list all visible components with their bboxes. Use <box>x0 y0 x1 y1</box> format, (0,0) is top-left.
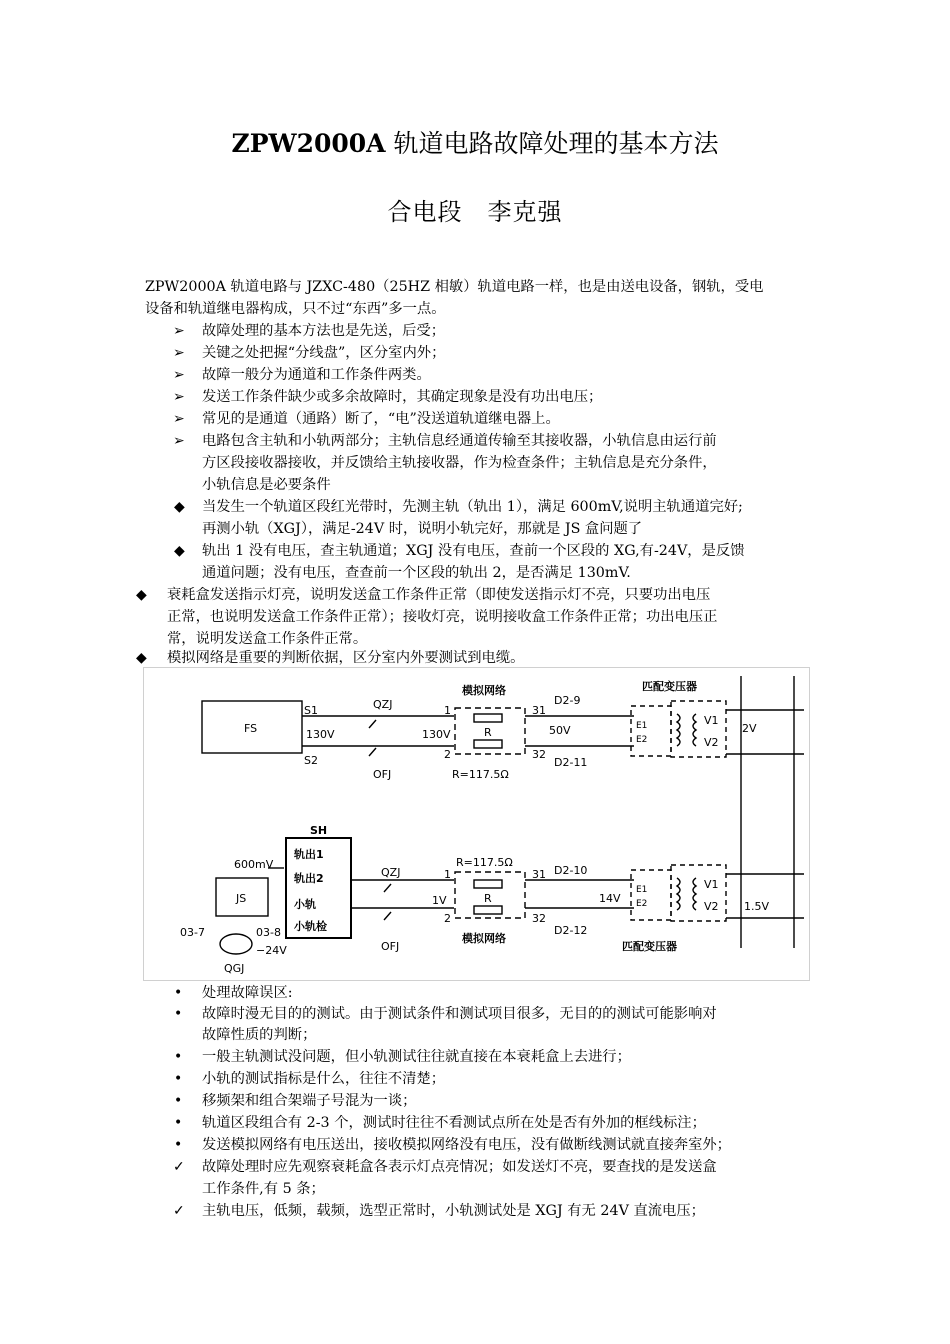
network-title-top: 模拟网络 <box>462 684 506 697</box>
m24-label: −24V <box>256 944 287 957</box>
e2-bottom: E2 <box>636 899 648 909</box>
d2-9-label: D2-9 <box>554 694 581 707</box>
qzj-label-bottom: QZJ <box>381 866 401 879</box>
v1-bottom: V1 <box>704 878 719 891</box>
network-title-bottom: 模拟网络 <box>462 932 506 945</box>
e1-top: E1 <box>636 721 648 731</box>
dot-item: 移频架和组合架端子号混为一谈； <box>202 1093 417 1109</box>
arrow-bullet-icon: ➢ <box>173 389 185 405</box>
dot-bullet-icon: • <box>174 1049 183 1065</box>
ofj-label-bottom: OFJ <box>381 940 400 953</box>
v130b-label: 130V <box>422 728 451 741</box>
diamond-bullet-icon: ◆ <box>174 543 185 559</box>
document-subtitle: 合电段 李克强 <box>387 198 563 226</box>
check-item: 工作条件,有 5 条； <box>202 1181 325 1197</box>
check-bullet-icon: ✓ <box>173 1159 185 1175</box>
mv600-label: 600mV <box>234 858 274 871</box>
transformer-top-label: 匹配变压器 <box>642 680 697 693</box>
v1-top: V1 <box>704 714 719 727</box>
arrow-bullet-icon: ➢ <box>173 323 185 339</box>
arrow-bullet-icon: ➢ <box>173 345 185 361</box>
e2-top: E2 <box>636 735 648 745</box>
dot-bullet-icon: • <box>174 1071 183 1087</box>
check-item: 故障处理时应先观察衰耗盒各表示灯点亮情况；如发送灯不亮，要查找的是发送盒 <box>202 1159 717 1175</box>
arrow-bullet-icon: ➢ <box>173 367 185 383</box>
diamond-bullet-icon: ◆ <box>174 499 185 515</box>
dot-item: 小轨的测试指标是什么，往往不清楚； <box>202 1071 446 1087</box>
diamond-item: 模拟网络是重要的判断依据，区分室内外要测试到电缆。 <box>167 650 525 666</box>
fs-label: FS <box>244 722 258 735</box>
v130-label: 130V <box>306 728 335 741</box>
circuit-diagram <box>143 667 810 981</box>
dot-bullet-icon: • <box>174 1006 183 1022</box>
v50-label: 50V <box>549 724 571 737</box>
xgj-label: 小轨检 <box>294 920 327 933</box>
node31-top: 31 <box>532 704 546 717</box>
diamond-item-line: 当发生一个轨道区段红光带时，先测主轨（轨出 1），满足 600mV,说明主轨通道完好; <box>202 499 743 515</box>
dot-bullet-icon: • <box>174 1137 183 1153</box>
r-value-bottom: R=117.5Ω <box>456 856 513 869</box>
node31-bottom: 31 <box>532 868 546 881</box>
dot-item: 故障性质的判断； <box>202 1027 317 1043</box>
dot-item: 发送模拟网络有电压送出，接收模拟网络没有电压，没有做断线测试就直接奔室外； <box>202 1137 731 1153</box>
v2-top: V2 <box>704 736 719 749</box>
gc2-label: 轨出2 <box>294 872 324 885</box>
dot-bullet-icon: • <box>174 1093 183 1109</box>
arrow-bullet-icon: ➢ <box>173 433 185 449</box>
dot-item: 故障时漫无目的的测试。由于测试条件和测试项目很多，无目的的测试可能影响对 <box>202 1006 717 1022</box>
o37-label: 03-7 <box>180 926 205 939</box>
node1-bottom: 1 <box>444 868 451 881</box>
resistor-bottom-1 <box>474 880 502 888</box>
v2-bottom: V2 <box>704 900 719 913</box>
resistor-bottom-2 <box>474 906 502 914</box>
r-label-bottom: R <box>484 892 492 905</box>
resistor-top-2 <box>474 740 502 748</box>
node2-top: 2 <box>444 748 451 761</box>
arrow-item-line: 小轨信息是必要条件 <box>202 477 331 493</box>
dot-bullet-icon: • <box>174 1115 183 1131</box>
resistor-top-1 <box>474 714 502 722</box>
v14-label: 14V <box>599 892 621 905</box>
diamond-item-line: 再测小轨（XGJ），满足-24V 时，说明小轨完好，那就是 JS 盒问题了 <box>202 521 643 537</box>
arrow-item: 发送工作条件缺少或多余故障时，其确定现象是没有功出电压； <box>202 389 603 405</box>
node1-top: 1 <box>444 704 451 717</box>
v15-label: 1.5V <box>744 900 770 913</box>
dot-item: 处理故障误区: <box>202 985 293 1001</box>
arrow-item: 关键之处把握“分线盘”，区分室内外； <box>202 345 446 361</box>
s1-label: S1 <box>304 704 318 717</box>
arrow-bullet-icon: ➢ <box>173 411 185 427</box>
o38-label: 03-8 <box>256 926 281 939</box>
diamond-bullet-icon: ◆ <box>136 650 147 666</box>
diamond-item-line: 正常，也说明发送盒工作条件正常）；接收灯亮，说明接收盒工作条件正常；功出电压正 <box>167 609 718 625</box>
intro-line-1: ZPW2000A 轨道电路与 JZXC-480（25HZ 相敏）轨道电路一样，也是由送电设备，钢轨，受电 <box>145 279 764 295</box>
diamond-item-line: 常，说明发送盒工作条件正常。 <box>167 631 368 647</box>
arrow-item: 故障一般分为通道和工作条件两类。 <box>202 367 431 383</box>
d2-11-label: D2-11 <box>554 756 588 769</box>
circuit-diagram-svg <box>144 668 809 980</box>
xg-label: 小轨 <box>294 898 316 911</box>
transformer-bottom-label: 匹配变压器 <box>622 940 677 953</box>
qgj-label: QGJ <box>224 962 245 975</box>
gc1-label: 轨出1 <box>294 848 324 861</box>
node32-bottom: 32 <box>532 912 546 925</box>
ofj-label: OFJ <box>373 768 392 781</box>
r-label-top: R <box>484 726 492 739</box>
qzj-label: QZJ <box>373 698 393 711</box>
js-label: JS <box>236 892 247 905</box>
document-title: ZPW2000A 轨道电路故障处理的基本方法 <box>231 129 719 158</box>
check-bullet-icon: ✓ <box>173 1203 185 1219</box>
node2-bottom: 2 <box>444 912 451 925</box>
intro-line-2: 设备和轨道继电器构成，只不过“东西”多一点。 <box>145 301 446 317</box>
sh-label: SH <box>310 824 328 837</box>
arrow-item-line: 方区段接收器接收，并反馈给主轨接收器，作为检查条件；主轨信息是充分条件， <box>202 455 717 471</box>
v2v-label: 2V <box>742 722 757 735</box>
e1-bottom: E1 <box>636 885 648 895</box>
arrow-item-line: 电路包含主轨和小轨两部分；主轨信息经通道传输至其接收器，小轨信息由运行前 <box>202 433 717 449</box>
arrow-item: 故障处理的基本方法也是先送，后受； <box>202 323 446 339</box>
dot-item: 一般主轨测试没问题，但小轨测试往往就直接在本衰耗盒上去进行； <box>202 1049 631 1065</box>
diamond-item-line: 通道问题；没有电压，查查前一个区段的轨出 2，是否满足 130mV. <box>202 565 631 581</box>
r-value-top: R=117.5Ω <box>452 768 509 781</box>
dot-item: 轨道区段组合有 2-3 个，测试时往往不看测试点所在处是否有外加的框线标注； <box>202 1115 706 1131</box>
diamond-item-line: 轨出 1 没有电压，查主轨通道；XGJ 没有电压，查前一个区段的 XG,有-24V，是反馈 <box>202 543 745 559</box>
node32-top: 32 <box>532 748 546 761</box>
arrow-item: 常见的是通道（通路）断了，“电”没送道轨道继电器上。 <box>202 411 560 427</box>
s2-label: S2 <box>304 754 318 767</box>
dot-bullet-icon: • <box>174 985 183 1001</box>
d2-12-label: D2-12 <box>554 924 588 937</box>
v1v-label: 1V <box>432 894 447 907</box>
diamond-item-line: 衰耗盒发送指示灯亮，说明发送盒工作条件正常（即使发送指示灯不亮，只要功出电压 <box>167 587 711 603</box>
d2-10-label: D2-10 <box>554 864 588 877</box>
check-item: 主轨电压，低频，载频，选型正常时，小轨测试处是 XGJ 有无 24V 直流电压； <box>202 1203 705 1219</box>
diamond-bullet-icon: ◆ <box>136 587 147 603</box>
